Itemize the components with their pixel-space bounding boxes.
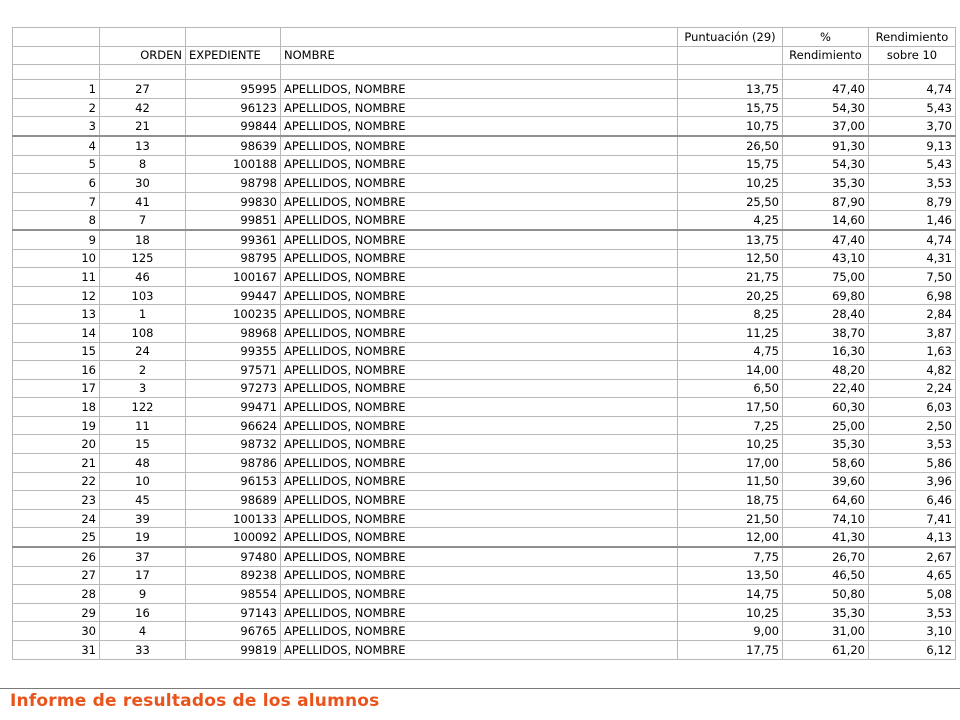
puntuacion-cell: 13,75 (678, 80, 783, 99)
percent-cell: 43,10 (783, 249, 869, 268)
empty-cell (281, 28, 678, 47)
orden-cell: 21 (100, 117, 186, 136)
rendimiento-cell: 4,31 (869, 249, 956, 268)
percent-cell: 35,30 (783, 174, 869, 193)
puntuacion-cell: 15,75 (678, 98, 783, 117)
puntuacion-cell: 13,75 (678, 230, 783, 249)
orden-cell: 7 (100, 211, 186, 230)
table-row (13, 174, 956, 193)
expediente-cell: 100235 (186, 305, 281, 324)
rendimiento-cell: 3,96 (869, 472, 956, 491)
rendimiento-cell: 1,46 (869, 211, 956, 230)
empty-cell (13, 65, 100, 80)
row-number: 25 (13, 528, 100, 547)
table-row (13, 622, 956, 641)
percent-cell: 47,40 (783, 80, 869, 99)
puntuacion-cell: 21,75 (678, 268, 783, 287)
expediente-cell: 99851 (186, 211, 281, 230)
nombre-cell: APELLIDOS, NOMBRE (281, 528, 678, 547)
orden-cell: 30 (100, 174, 186, 193)
row-number: 7 (13, 192, 100, 211)
expediente-cell: 100092 (186, 528, 281, 547)
orden-cell: 46 (100, 268, 186, 287)
sheet-body (13, 28, 956, 660)
row-number: 29 (13, 603, 100, 622)
puntuacion-cell: 17,75 (678, 641, 783, 660)
puntuacion-cell: 17,50 (678, 398, 783, 417)
puntuacion-cell: 13,50 (678, 566, 783, 585)
blank-row (13, 65, 956, 80)
row-number: 12 (13, 286, 100, 305)
rendimiento-cell: 4,65 (869, 566, 956, 585)
table-row (13, 528, 956, 547)
nombre-cell: APELLIDOS, NOMBRE (281, 268, 678, 287)
row-number: 23 (13, 491, 100, 510)
table-row (13, 249, 956, 268)
expediente-cell: 96153 (186, 472, 281, 491)
empty-cell (13, 28, 100, 47)
row-number: 30 (13, 622, 100, 641)
puntuacion-cell: 6,50 (678, 379, 783, 398)
rendimiento-cell: 5,43 (869, 98, 956, 117)
row-number: 1 (13, 80, 100, 99)
orden-cell: 27 (100, 80, 186, 99)
puntuacion-cell: 4,75 (678, 342, 783, 361)
rendimiento-cell: 5,86 (869, 454, 956, 473)
orden-cell: 10 (100, 472, 186, 491)
row-number: 5 (13, 155, 100, 174)
orden-cell: 15 (100, 435, 186, 454)
expediente-cell: 100133 (186, 509, 281, 528)
puntuacion-cell: 10,25 (678, 435, 783, 454)
rendimiento-cell: 3,53 (869, 435, 956, 454)
percent-cell: 35,30 (783, 603, 869, 622)
rendimiento-cell: 5,08 (869, 585, 956, 604)
puntuacion-cell: 25,50 (678, 192, 783, 211)
table-row (13, 566, 956, 585)
header-rendimiento-top: Rendimiento (869, 28, 956, 47)
orden-cell: 3 (100, 379, 186, 398)
puntuacion-cell: 21,50 (678, 509, 783, 528)
percent-cell: 31,00 (783, 622, 869, 641)
table-row (13, 361, 956, 380)
nombre-cell: APELLIDOS, NOMBRE (281, 192, 678, 211)
nombre-cell: APELLIDOS, NOMBRE (281, 547, 678, 566)
nombre-cell: APELLIDOS, NOMBRE (281, 566, 678, 585)
rendimiento-cell: 3,87 (869, 323, 956, 342)
orden-cell: 39 (100, 509, 186, 528)
percent-cell: 35,30 (783, 435, 869, 454)
table-row (13, 585, 956, 604)
table-row (13, 117, 956, 136)
orden-cell: 24 (100, 342, 186, 361)
table-row (13, 472, 956, 491)
percent-cell: 26,70 (783, 547, 869, 566)
header-puntuacion: Puntuación (29) (678, 28, 783, 47)
expediente-cell: 100167 (186, 268, 281, 287)
header-orden: ORDEN (100, 46, 186, 65)
expediente-cell: 98554 (186, 585, 281, 604)
table-row (13, 98, 956, 117)
header-row-main (13, 46, 956, 65)
table-row (13, 286, 956, 305)
expediente-cell: 99361 (186, 230, 281, 249)
expediente-cell: 100188 (186, 155, 281, 174)
expediente-cell: 98689 (186, 491, 281, 510)
nombre-cell: APELLIDOS, NOMBRE (281, 585, 678, 604)
expediente-cell: 98639 (186, 136, 281, 155)
table-row (13, 211, 956, 230)
row-number: 16 (13, 361, 100, 380)
puntuacion-cell: 11,25 (678, 323, 783, 342)
puntuacion-cell: 20,25 (678, 286, 783, 305)
expediente-cell: 99447 (186, 286, 281, 305)
rendimiento-cell: 3,70 (869, 117, 956, 136)
empty-cell (869, 65, 956, 80)
row-number: 13 (13, 305, 100, 324)
expediente-cell: 96765 (186, 622, 281, 641)
percent-cell: 64,60 (783, 491, 869, 510)
rendimiento-cell: 5,43 (869, 155, 956, 174)
table-row (13, 342, 956, 361)
puntuacion-cell: 10,75 (678, 117, 783, 136)
row-number: 31 (13, 641, 100, 660)
orden-cell: 122 (100, 398, 186, 417)
rendimiento-cell: 2,50 (869, 416, 956, 435)
row-number: 8 (13, 211, 100, 230)
table-row (13, 230, 956, 249)
empty-cell (186, 65, 281, 80)
percent-cell: 28,40 (783, 305, 869, 324)
puntuacion-cell: 14,00 (678, 361, 783, 380)
rendimiento-cell: 4,13 (869, 528, 956, 547)
empty-cell (678, 65, 783, 80)
puntuacion-cell: 18,75 (678, 491, 783, 510)
nombre-cell: APELLIDOS, NOMBRE (281, 286, 678, 305)
row-number: 14 (13, 323, 100, 342)
percent-cell: 91,30 (783, 136, 869, 155)
empty-cell (281, 65, 678, 80)
rendimiento-cell: 6,98 (869, 286, 956, 305)
puntuacion-cell: 12,00 (678, 528, 783, 547)
percent-cell: 25,00 (783, 416, 869, 435)
puntuacion-cell: 10,25 (678, 174, 783, 193)
nombre-cell: APELLIDOS, NOMBRE (281, 361, 678, 380)
orden-cell: 41 (100, 192, 186, 211)
orden-cell: 4 (100, 622, 186, 641)
orden-cell: 2 (100, 361, 186, 380)
puntuacion-cell: 9,00 (678, 622, 783, 641)
percent-cell: 41,30 (783, 528, 869, 547)
header-sobre10: sobre 10 (869, 46, 956, 65)
percent-cell: 16,30 (783, 342, 869, 361)
table-row (13, 435, 956, 454)
expediente-cell: 96624 (186, 416, 281, 435)
expediente-cell: 97143 (186, 603, 281, 622)
orden-cell: 48 (100, 454, 186, 473)
percent-cell: 54,30 (783, 98, 869, 117)
percent-cell: 75,00 (783, 268, 869, 287)
nombre-cell: APELLIDOS, NOMBRE (281, 305, 678, 324)
nombre-cell: APELLIDOS, NOMBRE (281, 435, 678, 454)
expediente-cell: 97571 (186, 361, 281, 380)
header-percent: % (783, 28, 869, 47)
puntuacion-cell: 26,50 (678, 136, 783, 155)
orden-cell: 18 (100, 230, 186, 249)
nombre-cell: APELLIDOS, NOMBRE (281, 249, 678, 268)
puntuacion-cell: 8,25 (678, 305, 783, 324)
puntuacion-cell: 7,75 (678, 547, 783, 566)
orden-cell: 17 (100, 566, 186, 585)
rendimiento-cell: 6,46 (869, 491, 956, 510)
puntuacion-cell: 4,25 (678, 211, 783, 230)
row-number: 28 (13, 585, 100, 604)
empty-cell (783, 65, 869, 80)
nombre-cell: APELLIDOS, NOMBRE (281, 117, 678, 136)
table-row (13, 547, 956, 566)
nombre-cell: APELLIDOS, NOMBRE (281, 472, 678, 491)
expediente-cell: 99355 (186, 342, 281, 361)
orden-cell: 9 (100, 585, 186, 604)
empty-cell (678, 46, 783, 65)
rendimiento-cell: 3,53 (869, 174, 956, 193)
nombre-cell: APELLIDOS, NOMBRE (281, 398, 678, 417)
percent-cell: 47,40 (783, 230, 869, 249)
rendimiento-cell: 6,03 (869, 398, 956, 417)
orden-cell: 11 (100, 416, 186, 435)
nombre-cell: APELLIDOS, NOMBRE (281, 509, 678, 528)
empty-cell (186, 28, 281, 47)
table-row (13, 491, 956, 510)
row-number: 2 (13, 98, 100, 117)
expediente-cell: 99844 (186, 117, 281, 136)
percent-cell: 60,30 (783, 398, 869, 417)
rendimiento-cell: 1,63 (869, 342, 956, 361)
nombre-cell: APELLIDOS, NOMBRE (281, 622, 678, 641)
header-rendimiento: Rendimiento (783, 46, 869, 65)
nombre-cell: APELLIDOS, NOMBRE (281, 80, 678, 99)
row-number: 6 (13, 174, 100, 193)
table-row (13, 416, 956, 435)
orden-cell: 1 (100, 305, 186, 324)
row-number: 27 (13, 566, 100, 585)
expediente-cell: 98732 (186, 435, 281, 454)
expediente-cell: 96123 (186, 98, 281, 117)
percent-cell: 14,60 (783, 211, 869, 230)
puntuacion-cell: 17,00 (678, 454, 783, 473)
rendimiento-cell: 4,74 (869, 230, 956, 249)
nombre-cell: APELLIDOS, NOMBRE (281, 136, 678, 155)
percent-cell: 61,20 (783, 641, 869, 660)
percent-cell: 74,10 (783, 509, 869, 528)
percent-cell: 69,80 (783, 286, 869, 305)
rendimiento-cell: 4,82 (869, 361, 956, 380)
nombre-cell: APELLIDOS, NOMBRE (281, 641, 678, 660)
header-nombre: NOMBRE (281, 46, 678, 65)
percent-cell: 46,50 (783, 566, 869, 585)
expediente-cell: 97480 (186, 547, 281, 566)
rendimiento-cell: 3,10 (869, 622, 956, 641)
orden-cell: 42 (100, 98, 186, 117)
nombre-cell: APELLIDOS, NOMBRE (281, 174, 678, 193)
nombre-cell: APELLIDOS, NOMBRE (281, 342, 678, 361)
nombre-cell: APELLIDOS, NOMBRE (281, 603, 678, 622)
orden-cell: 103 (100, 286, 186, 305)
percent-cell: 38,70 (783, 323, 869, 342)
expediente-cell: 99471 (186, 398, 281, 417)
row-number: 17 (13, 379, 100, 398)
rendimiento-cell: 4,74 (869, 80, 956, 99)
percent-cell: 58,60 (783, 454, 869, 473)
table-row (13, 454, 956, 473)
nombre-cell: APELLIDOS, NOMBRE (281, 211, 678, 230)
nombre-cell: APELLIDOS, NOMBRE (281, 416, 678, 435)
nombre-cell: APELLIDOS, NOMBRE (281, 98, 678, 117)
table-row (13, 305, 956, 324)
expediente-cell: 98795 (186, 249, 281, 268)
empty-cell (13, 46, 100, 65)
puntuacion-cell: 11,50 (678, 472, 783, 491)
puntuacion-cell: 12,50 (678, 249, 783, 268)
rendimiento-cell: 6,12 (869, 641, 956, 660)
table-row (13, 192, 956, 211)
row-number: 9 (13, 230, 100, 249)
table-row (13, 268, 956, 287)
orden-cell: 125 (100, 249, 186, 268)
percent-cell: 39,60 (783, 472, 869, 491)
row-number: 18 (13, 398, 100, 417)
row-number: 26 (13, 547, 100, 566)
header-row-top (13, 28, 956, 47)
percent-cell: 54,30 (783, 155, 869, 174)
orden-cell: 19 (100, 528, 186, 547)
expediente-cell: 98798 (186, 174, 281, 193)
puntuacion-cell: 14,75 (678, 585, 783, 604)
expediente-cell: 99819 (186, 641, 281, 660)
header-expediente: EXPEDIENTE (186, 46, 281, 65)
table-row (13, 641, 956, 660)
puntuacion-cell: 7,25 (678, 416, 783, 435)
row-number: 3 (13, 117, 100, 136)
table-row (13, 603, 956, 622)
percent-cell: 37,00 (783, 117, 869, 136)
nombre-cell: APELLIDOS, NOMBRE (281, 323, 678, 342)
row-number: 20 (13, 435, 100, 454)
table-row (13, 398, 956, 417)
expediente-cell: 97273 (186, 379, 281, 398)
rendimiento-cell: 2,67 (869, 547, 956, 566)
expediente-cell: 99830 (186, 192, 281, 211)
orden-cell: 108 (100, 323, 186, 342)
nombre-cell: APELLIDOS, NOMBRE (281, 454, 678, 473)
puntuacion-cell: 15,75 (678, 155, 783, 174)
table-row (13, 323, 956, 342)
expediente-cell: 95995 (186, 80, 281, 99)
report-title: Informe de resultados de los alumnos (10, 691, 380, 711)
nombre-cell: APELLIDOS, NOMBRE (281, 155, 678, 174)
orden-cell: 8 (100, 155, 186, 174)
row-number: 21 (13, 454, 100, 473)
row-number: 22 (13, 472, 100, 491)
expediente-cell: 98786 (186, 454, 281, 473)
orden-cell: 45 (100, 491, 186, 510)
rendimiento-cell: 8,79 (869, 192, 956, 211)
row-number: 24 (13, 509, 100, 528)
table-row (13, 136, 956, 155)
rendimiento-cell: 2,24 (869, 379, 956, 398)
table-row (13, 509, 956, 528)
row-number: 4 (13, 136, 100, 155)
footer-divider (0, 688, 960, 689)
nombre-cell: APELLIDOS, NOMBRE (281, 230, 678, 249)
rendimiento-cell: 7,50 (869, 268, 956, 287)
rendimiento-cell: 2,84 (869, 305, 956, 324)
nombre-cell: APELLIDOS, NOMBRE (281, 379, 678, 398)
table-row (13, 155, 956, 174)
percent-cell: 87,90 (783, 192, 869, 211)
empty-cell (100, 65, 186, 80)
results-sheet (12, 27, 956, 660)
rendimiento-cell: 3,53 (869, 603, 956, 622)
table-row (13, 379, 956, 398)
orden-cell: 13 (100, 136, 186, 155)
table-row (13, 80, 956, 99)
puntuacion-cell: 10,25 (678, 603, 783, 622)
orden-cell: 33 (100, 641, 186, 660)
row-number: 15 (13, 342, 100, 361)
row-number: 11 (13, 268, 100, 287)
orden-cell: 37 (100, 547, 186, 566)
nombre-cell: APELLIDOS, NOMBRE (281, 491, 678, 510)
row-number: 19 (13, 416, 100, 435)
percent-cell: 50,80 (783, 585, 869, 604)
rendimiento-cell: 7,41 (869, 509, 956, 528)
expediente-cell: 89238 (186, 566, 281, 585)
percent-cell: 22,40 (783, 379, 869, 398)
percent-cell: 48,20 (783, 361, 869, 380)
row-number: 10 (13, 249, 100, 268)
orden-cell: 16 (100, 603, 186, 622)
rendimiento-cell: 9,13 (869, 136, 956, 155)
empty-cell (100, 28, 186, 47)
expediente-cell: 98968 (186, 323, 281, 342)
